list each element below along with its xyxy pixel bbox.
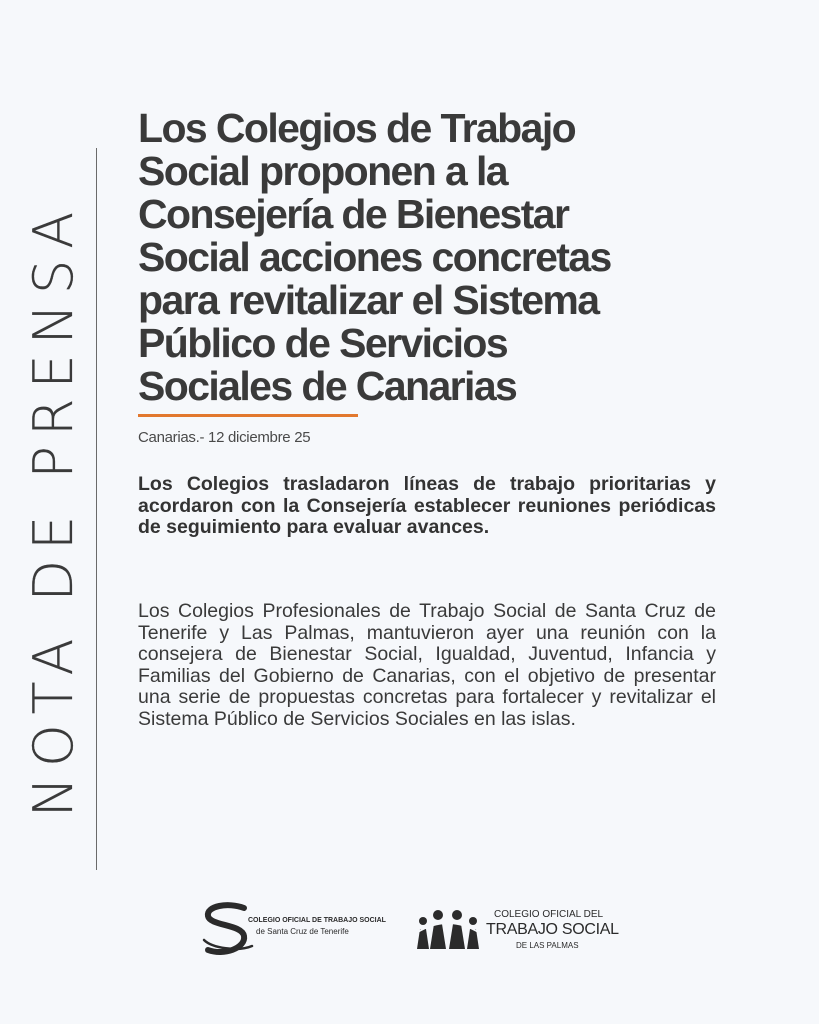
lead-paragraph: Los Colegios trasladaron líneas de trabajo prioritarias y acordaron con la Consejería establecer reuniones periódicas de seguimiento para evaluar avances. bbox=[138, 473, 716, 538]
people-group-logo-icon bbox=[414, 907, 482, 951]
logo-tenerife-line2: de Santa Cruz de Tenerife bbox=[256, 927, 349, 936]
headline-line: Social acciones concretas bbox=[138, 234, 611, 280]
logo-tenerife-line1: COLEGIO OFICIAL DE TRABAJO SOCIAL bbox=[248, 917, 386, 924]
logo-las-palmas-line2: TRABAJO SOCIAL bbox=[486, 921, 619, 938]
headline-line: Social proponen a la bbox=[138, 148, 507, 194]
accent-divider bbox=[138, 414, 358, 417]
logo-las-palmas-line1: COLEGIO OFICIAL DEL bbox=[494, 909, 604, 920]
logo-las-palmas-line3: DE LAS PALMAS bbox=[516, 941, 579, 950]
headline-line: Consejería de Bienestar bbox=[138, 191, 569, 237]
logo-colegio-tenerife bbox=[198, 900, 398, 960]
headline-line: Los Colegios de Trabajo bbox=[138, 105, 576, 151]
body-paragraph: Los Colegios Profesionales de Trabajo Social de Santa Cruz de Tenerife y Las Palmas, mantuvieron ayer una reunión con la consejera de Bienestar Social, Igualdad, Juventud, Infancia y Familias del Gobierno de Canarias, con el objetivo de presentar una serie de propuestas concretas para fortalecer y revitalizar el Sistema Público de Servicios Sociales en las islas. bbox=[138, 600, 716, 730]
headline bbox=[138, 107, 758, 408]
side-label-text: NOTA DE PRENSA bbox=[22, 201, 86, 817]
headline-line: Sociales de Canarias bbox=[138, 363, 517, 409]
swirl-s-logo-icon bbox=[198, 900, 258, 960]
side-divider bbox=[96, 148, 97, 870]
logo-colegio-las-palmas bbox=[414, 905, 629, 955]
side-label bbox=[22, 150, 86, 868]
headline-line: para revitalizar el Sistema bbox=[138, 277, 599, 323]
dateline: Canarias.- 12 diciembre 25 bbox=[138, 429, 311, 446]
headline-line: Público de Servicios bbox=[138, 320, 508, 366]
